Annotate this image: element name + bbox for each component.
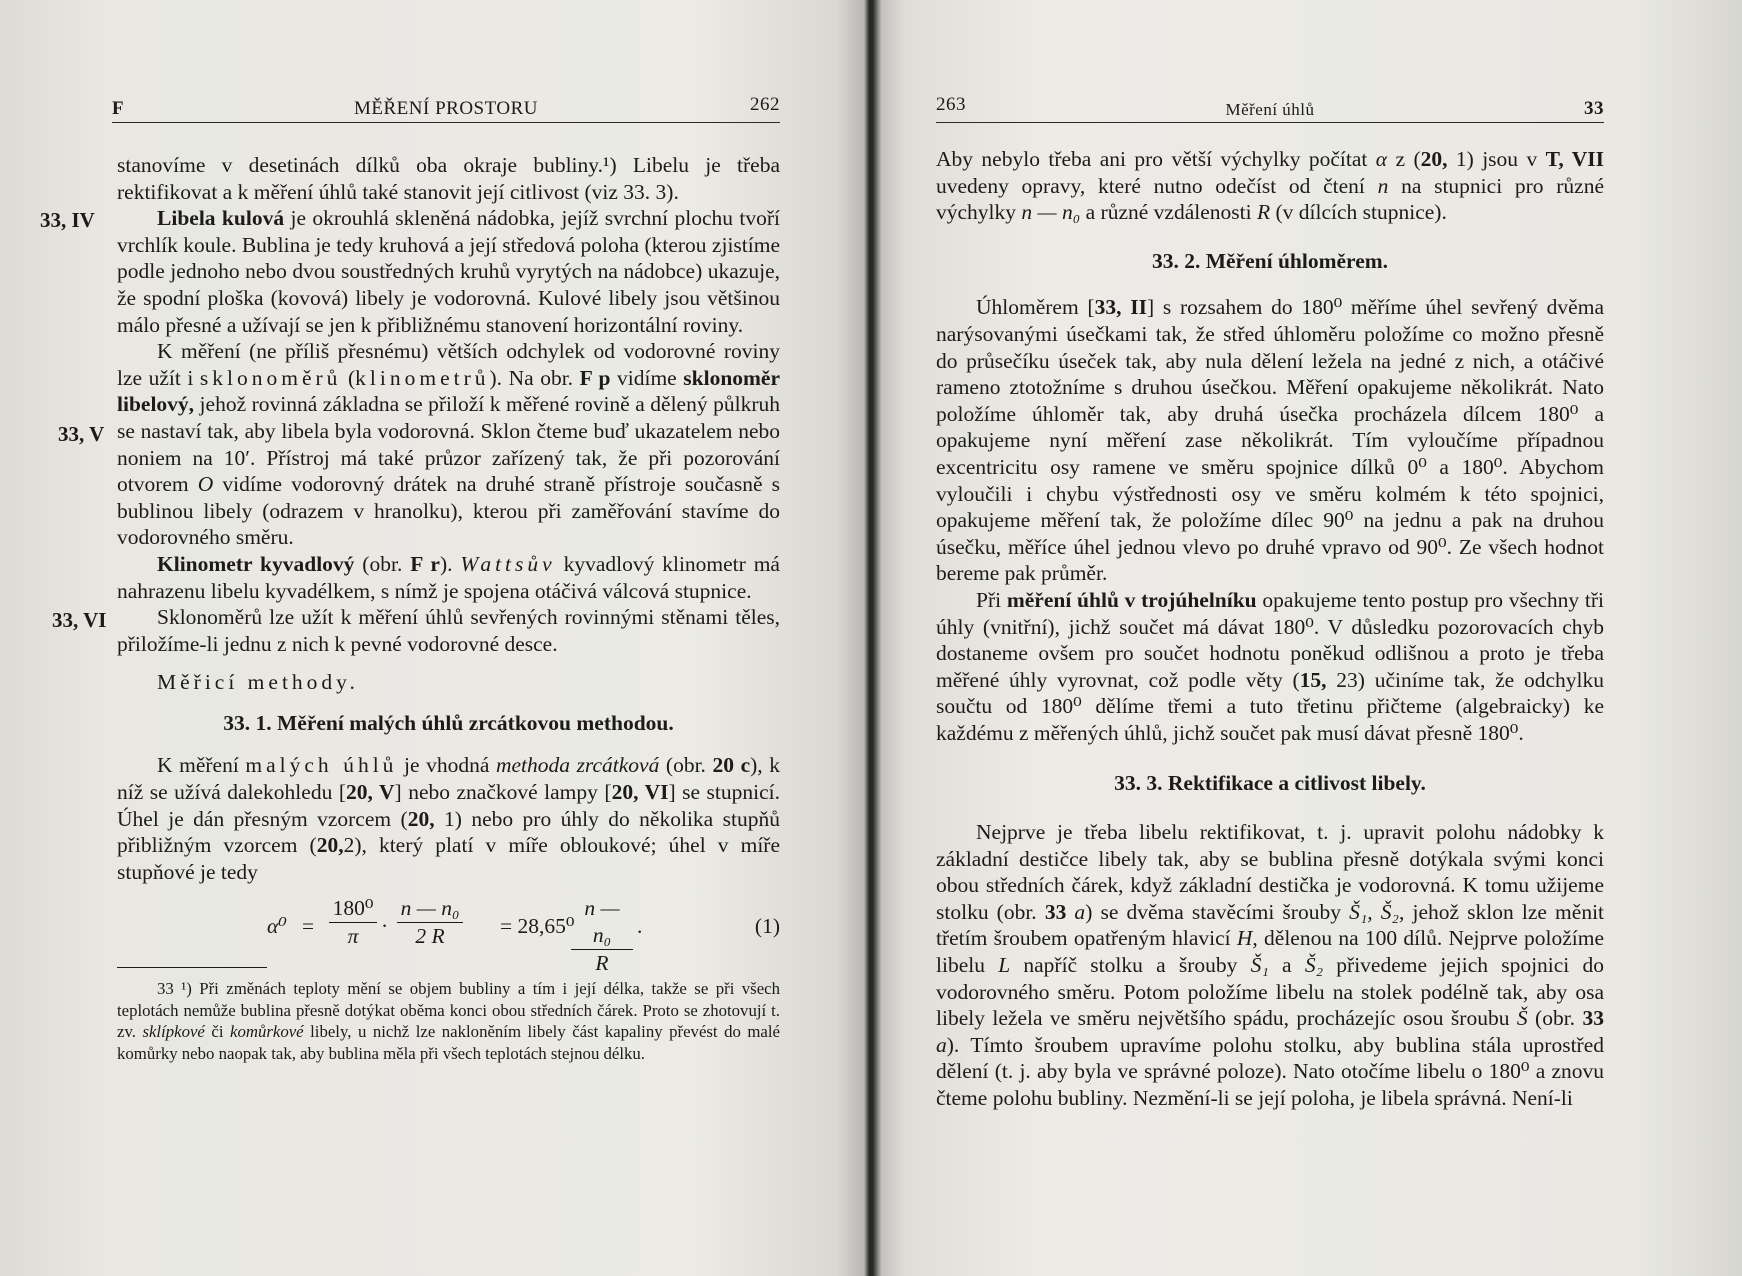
fraction-180-pi: $\frac{\text{180⁰}}{\pi}$ (329, 895, 377, 949)
fraction-n-2r: $\frac{\text{n — n₀}}{2 R}$ (397, 895, 463, 949)
chapter-letter: F (112, 98, 125, 119)
fraction-n-r: $\frac{\text{n — n₀}}{R}$ (571, 895, 633, 976)
formula-period: . (637, 914, 643, 939)
section-heading-33-3: 33. 3. Rektifikace a citlivost libely. (1114, 771, 1426, 796)
equation-number: (1) (754, 914, 780, 939)
formula-equals: = (302, 914, 315, 939)
formula-dot: · (381, 914, 389, 939)
paragraph-libela-kulova: Libela kulová je okrouhlá skleněná nádobka, jejíž svrchní plochu tvoří vrchlík koule. Bublina je tedy kruhová a její středová poloha (kterou zjistíme podle jednoho nebo dvou soustředných kruhů vyrytých na nádobce) ukazuje, že spodní ploška (kovová) libely je vodorovná. Kulové libely jsou většinou málo přesné a užívají se jen k přibližnému stanovení horizontální roviny. (117, 206, 780, 337)
right-page (876, 0, 1742, 1276)
section-heading-33-1: 33. 1. Měření malých úhlů zrcátkovou methodou. (223, 710, 674, 735)
footnote-rule (117, 967, 267, 968)
margin-label-33-vi: 33, VI (52, 608, 107, 632)
paragraph: stanovíme v desetinách dílků oba okraje bubliny.¹) Libelu je třeba rektifikovat a k měření úhlů také stanovit její citlivost (viz 33. 3). (117, 153, 780, 204)
left-body-text (117, 152, 780, 1064)
section-number: 33 (1584, 98, 1604, 119)
paragraph: Sklonoměrů lze užít k měření úhlů sevřených rovinnými stěnami těles, přiložíme-li jednu z nich k pevné vodorovné desce. (117, 605, 780, 656)
left-running-head (112, 92, 780, 123)
left-running-title: MĚŘENÍ PROSTORU (354, 98, 538, 119)
section-heading-33-2: 33. 2. Měření úhloměrem. (1151, 248, 1389, 273)
right-running-head (936, 92, 1604, 123)
right-running-title: Měření úhlů (1225, 100, 1315, 119)
left-page (0, 0, 860, 1276)
left-page-number: 262 (750, 94, 780, 115)
paragraph-klinometr: Klinometr kyvadlový (obr. F r). Wattsův kyvadlový klinometr má nahrazenu libelu kyvadélkem, s nímž je spojena otáčivá válcová stupnice. (117, 551, 780, 603)
paragraph-rektifikace: Nejprve je třeba libelu rektifikovat, t. j. upravit polohu nádobky k základní destičce libely tak, aby se bublina přesně dotýkala svými konci obou středních čárek, když základní destička je vodorovná. K tomu užijeme stolku (obr. 33 a) se dvěma stavěcími šrouby Š₁, Š₂, jehož sklon lze měnit třetím šroubem opatřeným hlavicí H, dělenou na 100 dílů. Nejprve položíme libelu L napříč stolku a šrouby Š₁ a Š₂ přivedeme jejich spojnici do vodorovného směru. Potom položíme libelu na stolek podélně tak, aby osa libely ležela ve směru největšího spádu, procházejíc osou šroubu Š (obr. 33 a). Tímto šroubem upravíme polohu stolku, aby bublina stála uprostřed dělení (t. j. aby byla ve správné poloze). Nato otočíme libelu o 180⁰ a znovu čteme polohu bubliny. Nezmění-li se její poloha, je libela správná. Není-li (936, 820, 1605, 1110)
paragraph-uhlomer: Úhloměrem [33, II] s rozsahem do 180⁰ měříme úhel sevřený dvěma narýsovanými úsečkami tak, že střed úhloměru položíme co možno přesně do průsečíku úseček tak, aby nula dělení ležela na jedné z nich, a otáčivé rameno ztotožníme s druhou úsečkou. Měření opakujeme několikrát. Nato položíme úhloměr tak, aby druhá úsečka procházela dílcem 180⁰ a opakujeme nyní měření zase několikrát. Tím vyloučíme případnou excentricitu osy ramene ve směru spojnice dílků 0⁰ a 180⁰. Abychom vyloučili i chybu výstřednosti osy ve směru kolmém k této spojnici, opakujeme měření tak, že položíme dílec 90⁰ na jednu a pak na druhou úsečku, měříce úhel jednou vlevo po druhé vpravo od 90⁰. Ze všech hodnot bereme pak průměr. (936, 295, 1604, 586)
formula-1 (117, 891, 780, 975)
paragraph-zrcatkova: K měření malých úhlů je vhodná methoda zrcátková (obr. 20 c), k níž se užívá dalekohledu [20, V] nebo značkové lampy [20, VI] se stupnicí. Úhel je dán přesným vzorcem (20, 1) nebo pro úhly do několika stupňů přibližným vzorcem (20,2), který platí v míře obloukové; úhel v míře stupňové je tedy (117, 753, 781, 884)
margin-label-33-iv: 33, IV (40, 208, 95, 232)
paragraph-opravy: Aby nebylo třeba ani pro větší výchylky počítat α z (20, 1) jsou v T, VII uvedeny opravy, které nutno odečíst od čtení n na stupnici pro různé výchylky n — n₀ a různé vzdálenosti R (v dílcích stupnice). (936, 147, 1605, 225)
footnote: 33 ¹) Při změnách teploty mění se objem bubliny a tím i její délka, takže se při všech teplotách nemůže bublina přesně dotýkat oběma konci obou středních čárek. Proto se zhotovují t. zv. sklípkové či komůrkové libely, u nichž lze nakloněním libely část kapaliny převést do malé komůrky nebo naopak tak, aby bublina měla při všech teplotách stejnou délku. (117, 979, 780, 1063)
formula-constant: = 28,65⁰ (500, 914, 575, 939)
paragraph-sklonomer: K měření (ne příliš přesnému) větších odchylek od vodorovné roviny lze užít i sklonoměrů (klinometrů). Na obr. F p vidíme sklonoměr libelový, jehož rovinná základna se přiloží k měřené rovině a dělený půlkruh se nastaví tak, aby libela byla vodorovná. Sklon čteme buď ukazatelem nebo noniem na 10′. Přístroj má také průzor zařízený tak, že při pozorování otvorem O vidíme vodorovný drátek na druhé straně přístroje současně s bublinou libely (odrazem v hranolku), kterou při zaměřování stavíme do vodorovného směru. (117, 339, 781, 550)
right-body-text (936, 146, 1604, 1112)
formula-lhs: α⁰ (267, 914, 287, 939)
paragraph-trojuhelnik: Při měření úhlů v trojúhelníku opakujeme tento postup pro všechny tři úhly (vnitřní), jichž součet má dávat 180⁰. V důsledku pozorovacích chyb dostaneme ovšem pro součet hodnotu poněkud odlišnou a proto je třeba měřené úhly vyrovnat, což podle věty (15, 23) učiníme tak, že odchylku součtu od 180⁰ dělíme třemi a tuto třetinu přičteme (algebraicky) ke každému z měřených úhlů, jichž součet pak musí dávat přesně 180⁰. (936, 587, 1605, 745)
right-page-number: 263 (936, 94, 966, 115)
subheading-methods: Měřicí methody. (157, 670, 359, 695)
margin-label-33-v: 33, V (58, 422, 105, 446)
